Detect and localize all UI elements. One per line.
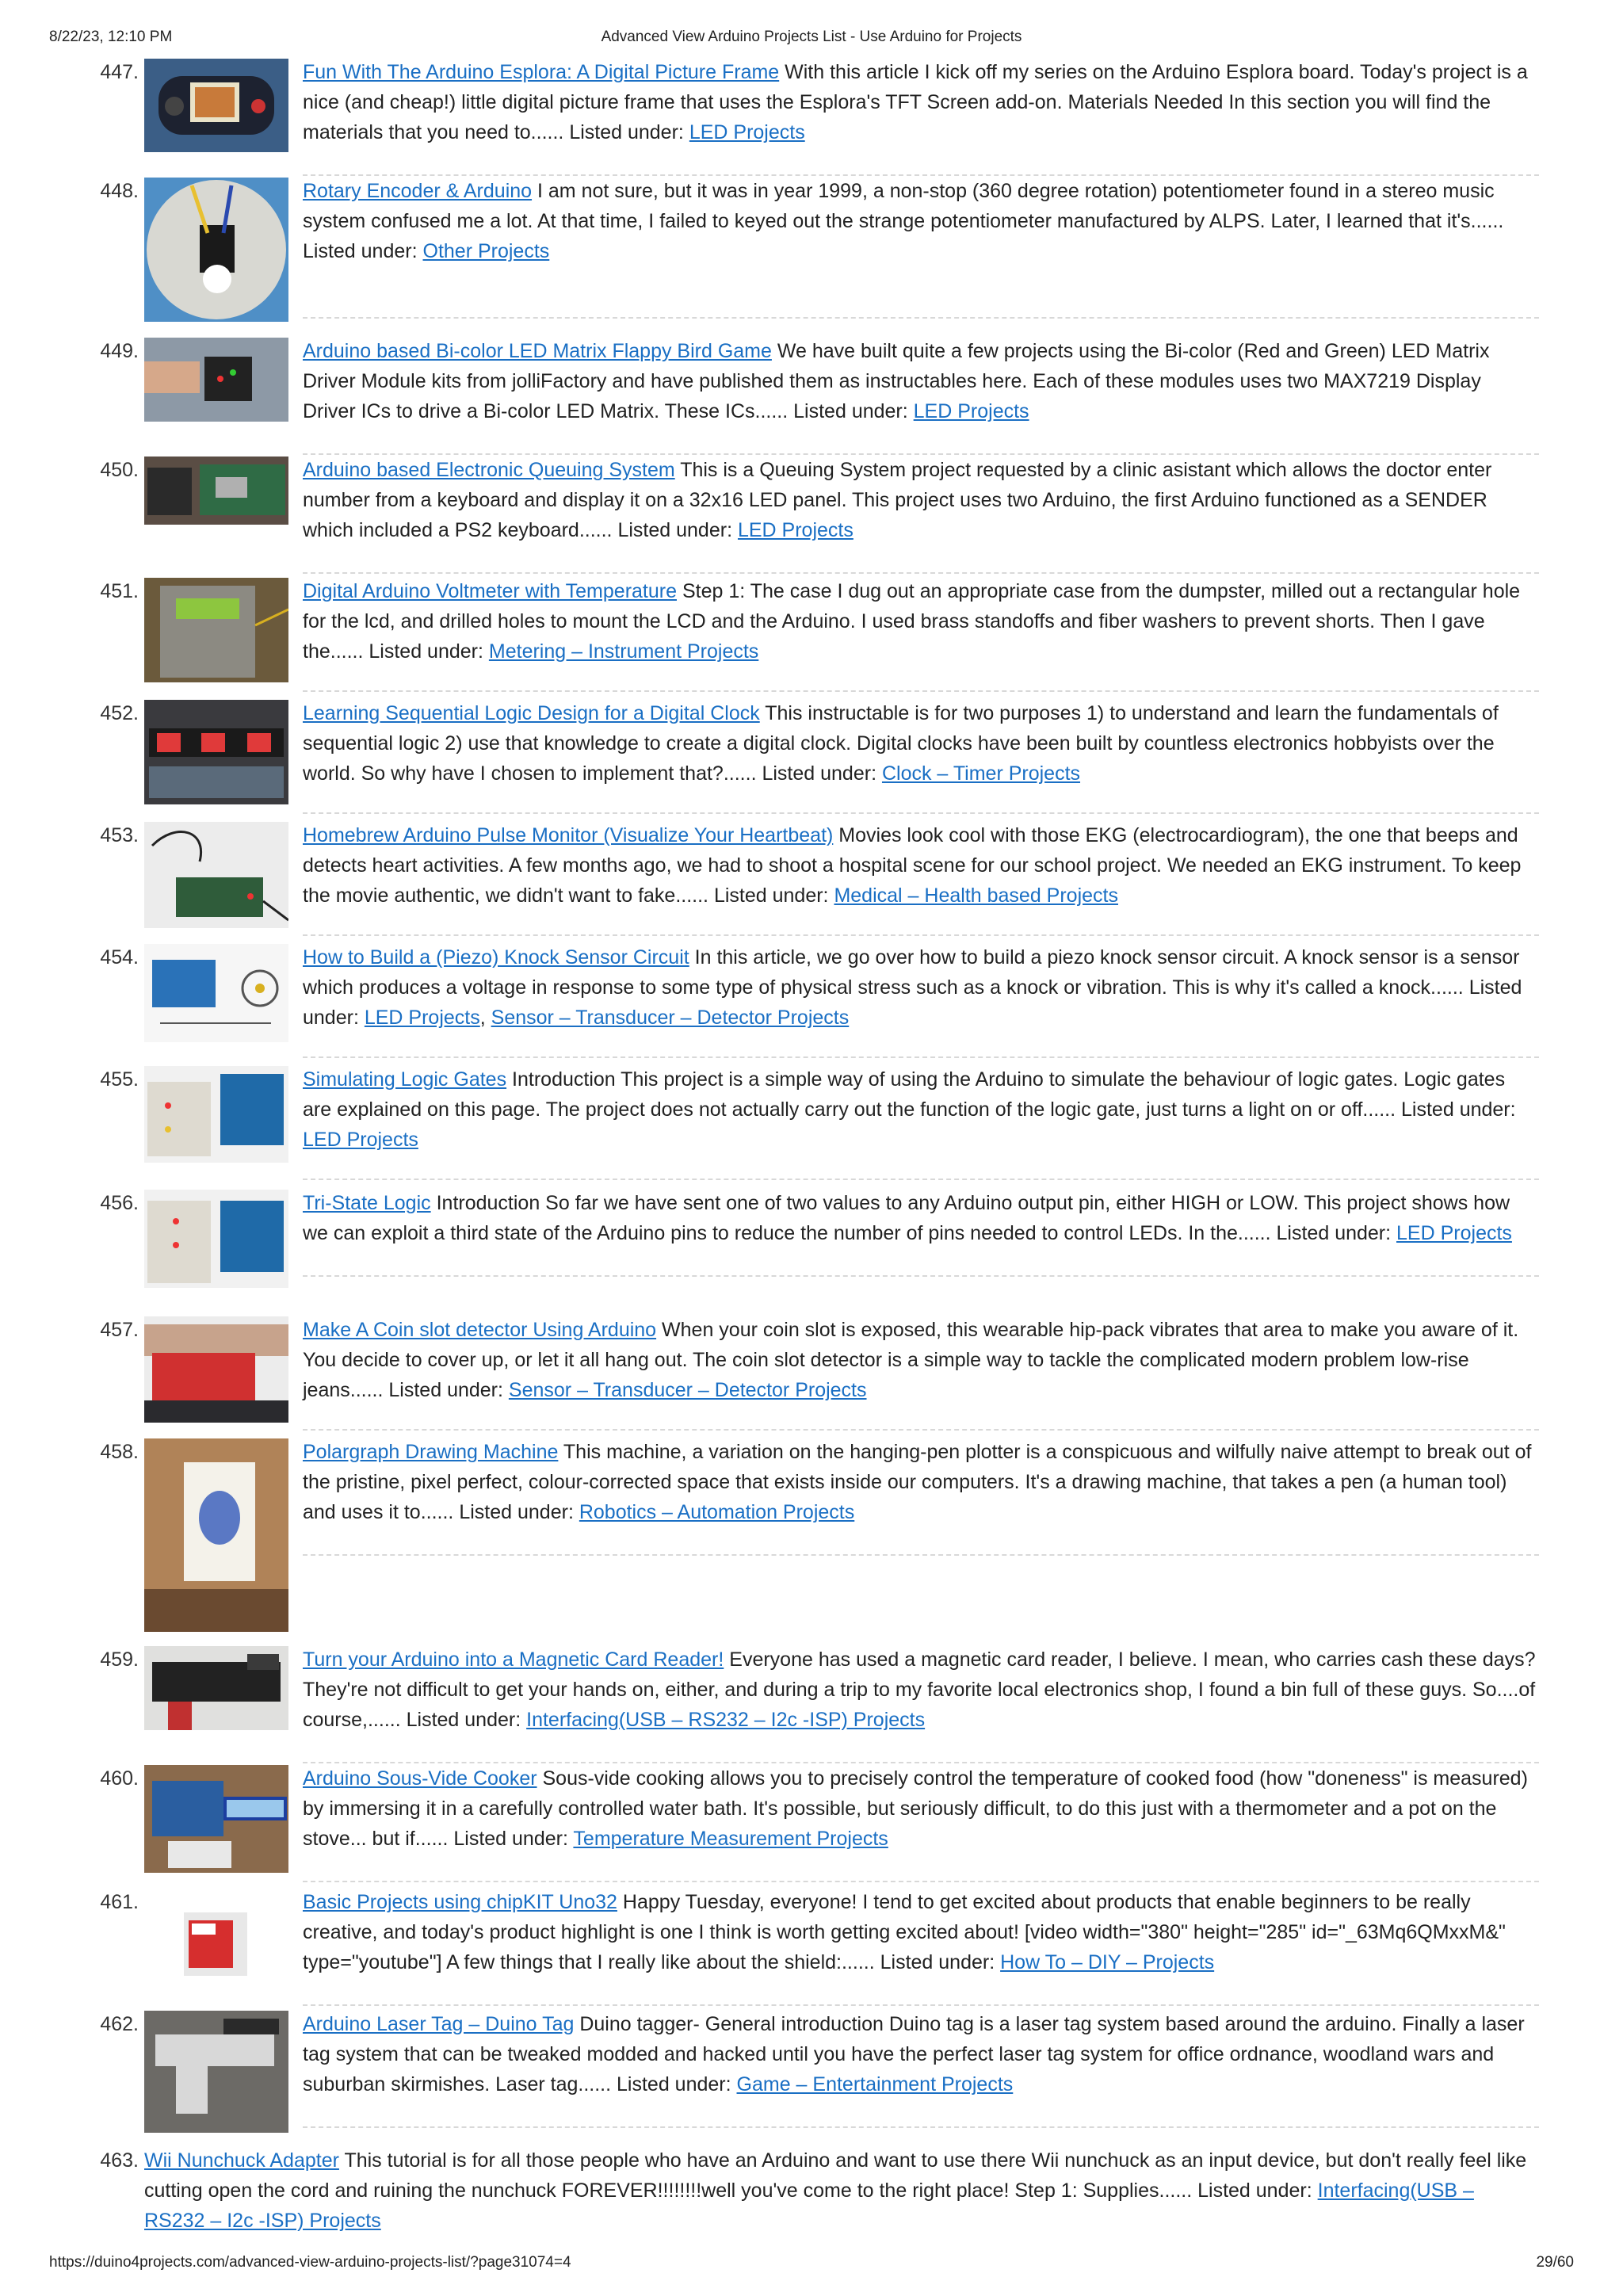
item-number: 460. <box>100 1767 139 1790</box>
category-link[interactable]: Sensor – Transducer – Detector Projects <box>508 1379 867 1401</box>
project-description: Introduction This project is a simple way of using the Arduino to simulate the behaviour of logic gates. Logic gates are explained on this page. The project does not actually carry out the function of the logic gate, just turns a light on or off...... <box>303 1068 1506 1121</box>
project-description: Step 1: The case I dug out an appropriate case from the dumpster, milled out a rectangular hole for the lcd, and drilled holes to mount the LCD and the Arduino. I used brass standoffs and fiber washers to prevent shorts. Then I gave the...... <box>303 580 1521 663</box>
listed-under-label: Listed under: <box>880 1951 995 1973</box>
project-description: This is a Queuing System project requested by a clinic asistant which allows the doctor enter number from a keyboard and display it on a 32x16 LED panel. This project uses two Arduino, the first Arduino functioned as a SENDER which included a PS2 keyboard...... <box>303 459 1492 541</box>
separator <box>303 317 1539 319</box>
item-number: 457. <box>100 1319 139 1341</box>
listed-under-label: Listed under: <box>1401 1098 1516 1121</box>
separator <box>303 1554 1539 1556</box>
item-text <box>303 1064 1539 1155</box>
listed-under-label: Listed under: <box>388 1379 503 1401</box>
listed-under-label: Listed under: <box>762 762 877 785</box>
item-number: 449. <box>100 340 139 362</box>
category-link[interactable]: LED Projects <box>1396 1222 1512 1244</box>
project-description: In this article, we go over how to build a piezo knock sensor circuit. A knock sensor is a sensor which produces a voltage in response to some type of physical stress such as a knock or vibration. This is why it's called a knock...... <box>303 946 1520 999</box>
item-text <box>303 57 1539 147</box>
listed-under-label: Listed under: <box>569 121 684 143</box>
project-description: I am not sure, but it was in year 1999, a non-stop (360 degree rotation) potentiometer found in a stereo music system confused me a lot. At that time, I failed to keyed out the strange potentiometer manufactured by ALPS. Later, I learned that it's...... <box>303 180 1504 232</box>
item-number: 447. <box>100 61 139 83</box>
listed-under-label: Listed under: <box>617 2073 731 2095</box>
listed-under-label: Listed under: <box>303 976 1522 1029</box>
item-number: 448. <box>100 180 139 202</box>
separator <box>303 1179 1539 1180</box>
separator <box>303 1429 1539 1431</box>
project-thumbnail[interactable] <box>144 1646 288 1730</box>
project-description: Happy Tuesday, everyone! I tend to get excited about products that enable beginners to be really creative, and today's product highlight is one I think is worth getting excited about! [video width="380" height="285" id="_63Mq6QMxxM&" type="youtube"] A few things that I really like about the shield:...... <box>303 1891 1506 1973</box>
listed-under-label: Listed under: <box>713 884 829 907</box>
project-title-link[interactable]: Homebrew Arduino Pulse Monitor (Visualize Your Heartbeat) <box>303 824 834 846</box>
separator <box>303 2126 1539 2128</box>
category-link[interactable]: LED Projects <box>364 1007 480 1029</box>
project-thumbnail[interactable] <box>144 1066 288 1163</box>
project-description: When your coin slot is exposed, this wearable hip-pack vibrates that area to make you aware of it. You decide to cover up, or let it all hang out. The coin slot detector is a simple way to tackle the complicated modern problem low-rise jeans...... <box>303 1319 1519 1401</box>
project-thumbnail[interactable] <box>144 338 288 422</box>
project-thumbnail[interactable] <box>144 1889 288 2000</box>
project-title-link[interactable]: Basic Projects using chipKIT Uno32 <box>303 1891 617 1913</box>
item-text <box>303 1887 1539 1977</box>
listed-under-label: Listed under: <box>453 1828 568 1850</box>
print-timestamp: 8/22/23, 12:10 PM <box>49 29 173 45</box>
project-title-link[interactable]: Rotary Encoder & Arduino <box>303 180 533 202</box>
project-thumbnail[interactable] <box>144 700 288 804</box>
project-thumbnail[interactable] <box>144 178 288 322</box>
project-thumbnail[interactable] <box>144 822 288 928</box>
separator <box>303 1275 1539 1277</box>
project-title-link[interactable]: Simulating Logic Gates <box>303 1068 507 1091</box>
category-link[interactable]: Interfacing(USB – RS232 – I2c -ISP) Projects <box>526 1709 926 1731</box>
item-number: 462. <box>100 2013 139 2035</box>
project-title-link[interactable]: Arduino based Bi-color LED Matrix Flappy Bird Game <box>303 340 772 362</box>
item-number: 456. <box>100 1192 139 1214</box>
item-text <box>303 176 1539 266</box>
item-text <box>303 2009 1539 2099</box>
item-text <box>303 1763 1539 1854</box>
project-title-link[interactable]: Wii Nunchuck Adapter <box>144 2149 339 2172</box>
category-link[interactable]: Clock – Timer Projects <box>881 762 1081 785</box>
item-number: 454. <box>100 946 139 968</box>
separator <box>303 934 1539 936</box>
project-description: Duino tagger- General introduction Duino tag is a laser tag system based around the arduino. Finally a laser tag system that can be tweaked modded and hacked until you have the perfect laser tag system for office ordnance, woodland wars and suburban skirmishes. Laser tag...... <box>303 2013 1525 2095</box>
project-title-link[interactable]: Digital Arduino Voltmeter with Temperature <box>303 580 677 602</box>
separator <box>303 812 1539 814</box>
item-text <box>303 1645 1539 1735</box>
project-description: Introduction So far we have sent one of two values to any Arduino output pin, either HIGH or LOW. This project shows how we can exploit a third state of the Arduino pins to reduce the number of pins needed to control LEDs. In the...... <box>303 1192 1510 1244</box>
item-number: 452. <box>100 702 139 724</box>
project-description: This machine, a variation on the hanging-pen plotter is a conspicuous and wilfully naive attempt to break out of the pristine, pixel perfect, colour-corrected space that exists inside our computers. It's a drawing machine, that takes a pen (a human tool) and uses it to...... <box>303 1441 1532 1523</box>
category-link[interactable]: Medical – Health based Projects <box>834 884 1118 907</box>
project-description: Movies look cool with those EKG (electrocardiogram), the one that beeps and detects heart activities. A few months ago, we had to shoot a hospital scene for our school project. We needed an EKG instrument. To keep the movie authentic, we didn't want to fake...... <box>303 824 1522 907</box>
project-title-link[interactable]: Fun With The Arduino Esplora: A Digital Picture Frame <box>303 61 780 83</box>
project-title-link[interactable]: Tri-State Logic <box>303 1192 431 1214</box>
category-link[interactable]: Sensor – Transducer – Detector Projects <box>491 1007 850 1029</box>
listed-under-label: Listed under: <box>1197 2179 1312 2202</box>
category-link[interactable]: Game – Entertainment Projects <box>736 2073 1014 2095</box>
project-thumbnail[interactable] <box>144 59 288 152</box>
item-number: 455. <box>100 1068 139 1091</box>
project-title-link[interactable]: Arduino based Electronic Queuing System <box>303 459 675 481</box>
project-title-link[interactable]: How to Build a (Piezo) Knock Sensor Circuit <box>303 946 689 968</box>
item-number: 451. <box>100 580 139 602</box>
page-counter: 29/60 <box>1536 2254 1574 2271</box>
category-link[interactable]: Robotics – Automation Projects <box>579 1501 855 1523</box>
separator <box>303 1881 1539 1882</box>
category-link[interactable]: Temperature Measurement Projects <box>573 1828 888 1850</box>
project-thumbnail[interactable] <box>144 2011 288 2133</box>
project-title-link[interactable]: Arduino Sous-Vide Cooker <box>303 1767 537 1790</box>
item-number: 450. <box>100 459 139 481</box>
project-title-link[interactable]: Learning Sequential Logic Design for a Digital Clock <box>303 702 760 724</box>
item-number: 459. <box>100 1648 139 1671</box>
project-description: Everyone has used a magnetic card reader, I believe. I mean, who carries cash these days? They're not difficult to get your hands on, either, and during a trip to my favorite local electronics shop, I found a bin full of these guys. So....of course,...... <box>303 1648 1536 1731</box>
item-text <box>303 1437 1539 1527</box>
project-title-link[interactable]: Polargraph Drawing Machine <box>303 1441 559 1463</box>
item-number: 458. <box>100 1441 139 1463</box>
listed-under-label: Listed under: <box>1276 1222 1392 1244</box>
category-link[interactable]: Interfacing(USB – RS232 – I2c -ISP) Projects <box>144 2179 1474 2232</box>
project-description: We have built quite a few projects using the Bi-color (Red and Green) LED Matrix Driver Module kits from jolliFactory and have published them as instructables here. Each of these modules uses two MAX7219 Display Driver ICs to drive a Bi-color LED Matrix. These ICs...... <box>303 340 1490 422</box>
category-link[interactable]: LED Projects <box>737 519 854 541</box>
separator <box>303 2004 1539 2006</box>
item-text <box>303 698 1539 789</box>
item-text <box>303 336 1539 426</box>
listed-under-label: Listed under: <box>369 640 483 663</box>
item-number: 461. <box>100 1891 139 1913</box>
item-text: How to Build a (Piezo) Knock Sensor Circuit In this article, we go over how to build a piezo knock sensor circuit. A knock sensor is a sensor which produces a voltage in response to some type of physical stress such as a knock or vibration. This is why it's called a knock...... Listed under: LED Projects, Sensor – Transducer – Detector Projects <box>303 946 1522 1029</box>
project-description: This tutorial is for all those people who have an Arduino and want to use there Wii nunchuck as an input device, but don't really feel like cutting open the cord and ruining the nunchuck FOREVER!!!!!!!!well you've come to the right place! Step 1: Supplies...... <box>144 2149 1527 2202</box>
category-link[interactable]: LED Projects <box>913 400 1029 422</box>
project-title-link[interactable]: Turn your Arduino into a Magnetic Card Reader! <box>303 1648 724 1671</box>
project-thumbnail[interactable] <box>144 578 288 682</box>
item-text <box>303 576 1539 667</box>
item-text <box>303 820 1539 911</box>
project-thumbnail[interactable] <box>144 457 288 525</box>
project-thumbnail[interactable] <box>144 1765 288 1873</box>
item-text <box>303 1315 1539 1405</box>
item-text <box>144 2145 1539 2236</box>
project-description: This instructable is for two purposes 1) to understand and learn the fundamentals of sequential logic 2) use that knowledge to create a digital clock. Digital clocks have been built by countless electronics hobbyists over the world. So why have I chosen to implement that?...... <box>303 702 1499 785</box>
item-text <box>303 1188 1539 1248</box>
project-description: Sous-vide cooking allows you to precisely control the temperature of cooked food (how "doneness" is measured) by immersing it in a carefully controlled water bath. It's possible, but seriously difficult, to do this just with a thermometer and a pot on the stove... but if...... <box>303 1767 1528 1850</box>
item-number: 453. <box>100 824 139 846</box>
category-link[interactable]: How To – DIY – Projects <box>1000 1951 1215 1973</box>
listed-under-label: Listed under: <box>793 400 908 422</box>
item-number: 463. <box>100 2149 139 2172</box>
project-title-link[interactable]: Arduino Laser Tag – Duino Tag <box>303 2013 575 2035</box>
project-thumbnail[interactable] <box>144 1438 288 1632</box>
listed-under-label: Listed under: <box>459 1501 574 1523</box>
separator <box>303 690 1539 692</box>
category-link[interactable]: LED Projects <box>689 121 805 143</box>
category-link[interactable]: Metering – Instrument Projects <box>488 640 759 663</box>
page-title: Advanced View Arduino Projects List - Use Arduino for Projects <box>601 29 1022 45</box>
footer-url: https://duino4projects.com/advanced-view-arduino-projects-list/?page31074=4 <box>49 2254 571 2271</box>
project-title-link[interactable]: Make A Coin slot detector Using Arduino <box>303 1319 657 1341</box>
separator <box>303 572 1539 574</box>
listed-under-label: Listed under: <box>617 519 733 541</box>
category-link[interactable]: Other Projects <box>422 240 550 262</box>
listed-under-label: Listed under: <box>303 240 418 262</box>
project-description: With this article I kick off my series on the Arduino Esplora board. Today's project is a nice (and cheap!) little digital picture frame that uses the Esplora's TFT Screen add-on. Materials Needed In this section you will find the materials that you need to...... <box>303 61 1528 143</box>
item-text <box>303 455 1539 545</box>
category-link[interactable]: LED Projects <box>303 1129 418 1151</box>
project-thumbnail[interactable] <box>144 1316 288 1423</box>
listed-under-label: Listed under: <box>406 1709 521 1731</box>
project-thumbnail[interactable] <box>144 944 288 1042</box>
project-thumbnail[interactable] <box>144 1190 288 1288</box>
separator <box>303 1056 1539 1058</box>
